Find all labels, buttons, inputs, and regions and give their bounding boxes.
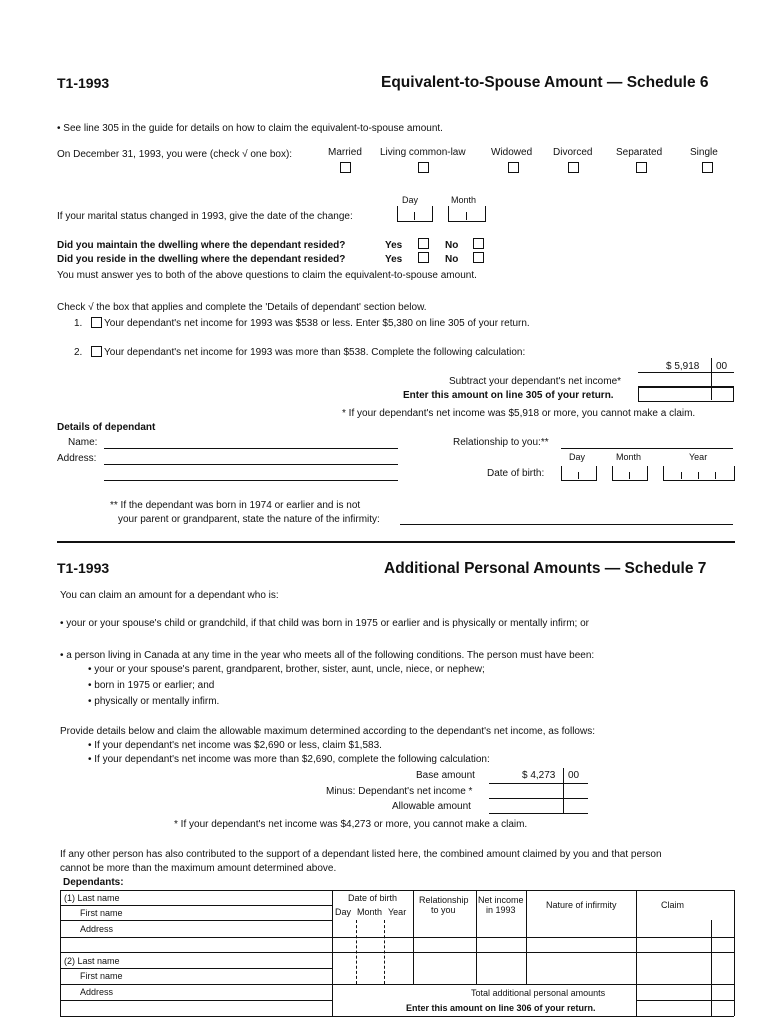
provide-details: Provide details below and claim the allowable maximum determined according to the dependant's net income, as follows:: [60, 726, 595, 737]
status-question: On December 31, 1993, you were (check √ one box):: [57, 149, 293, 160]
row2-first-name-label: First name: [80, 971, 123, 981]
schedule7-title: Additional Personal Amounts — Schedule 7: [384, 560, 707, 577]
schedule6-title: Equivalent-to-Spouse Amount — Schedule 6: [381, 74, 709, 91]
status-label-married: Married: [328, 147, 362, 158]
dependant-name-field[interactable]: [104, 448, 398, 449]
must-answer-note: You must answer yes to both of the above questions to claim the equivalent-to-spouse amount.: [57, 270, 477, 281]
schedule6-note: • See line 305 in the guide for details on how to claim the equivalent-to-spouse amount.: [57, 123, 443, 134]
allowable-amount-label: Allowable amount: [392, 801, 471, 812]
dependant-address-field-2[interactable]: [104, 480, 398, 481]
dob-month-field[interactable]: [612, 466, 648, 481]
row2-address-label: Address: [80, 987, 114, 997]
relationship-label: Relationship to you:**: [453, 437, 549, 448]
q1-yes-checkbox[interactable]: [418, 238, 429, 249]
dob-day-label: Day: [569, 452, 586, 462]
separated-checkbox[interactable]: [636, 162, 647, 173]
common-law-checkbox[interactable]: [418, 162, 429, 173]
schedule6-form-id: T1-1993: [57, 75, 110, 91]
sub-bullet-infirm: • physically or mentally infirm.: [88, 696, 220, 707]
status-label-separated: Separated: [616, 147, 663, 158]
option2-number: 2.: [74, 347, 83, 358]
s7-net-income-field[interactable]: [489, 798, 588, 799]
q2-no-label: No: [445, 254, 459, 265]
infirmity-note-2: your parent or grandparent, state the nature of the infirmity:: [118, 514, 380, 525]
option1-text: Your dependant's net income for 1993 was $538 or less. Enter $5,380 on line 305 of your return.: [104, 318, 530, 329]
minus-net-income-label: Minus: Dependant's net income *: [326, 786, 473, 797]
col-month: Month: [357, 907, 383, 917]
other-person-note-2: cannot be more than the maximum amount determined above.: [60, 863, 337, 874]
schedule7-footnote: * If your dependant's net income was $4,273 or more, you cannot make a claim.: [174, 819, 528, 830]
total-claim-field[interactable]: [637, 985, 711, 1015]
s7-base-cents: 00: [568, 770, 580, 781]
name-label: Name:: [68, 437, 98, 448]
dependants-heading: Dependants:: [63, 877, 124, 888]
total-additional-label: Total additional personal amounts: [471, 988, 606, 998]
col-net-income-2: in 1993: [486, 905, 516, 915]
row1-first-name-label: First name: [80, 908, 123, 918]
dob-year-field[interactable]: [663, 466, 735, 481]
change-month-field[interactable]: [448, 206, 486, 222]
schedule6-footnote: * If your dependant's net income was $5,918 or more, you cannot make a claim.: [342, 408, 696, 419]
address-label: Address:: [57, 453, 97, 464]
col-claim: Claim: [661, 900, 685, 910]
single-checkbox[interactable]: [702, 162, 713, 173]
section-divider: [57, 541, 735, 543]
marital-change-label: If your marital status changed in 1993, give the date of the change:: [57, 211, 353, 222]
col-nature-of-infirmity: Nature of infirmity: [546, 900, 617, 910]
married-checkbox[interactable]: [340, 162, 351, 173]
income-bullet-high: • If your dependant's net income was more than $2,690, complete the following calculation:: [88, 754, 490, 765]
dependant-address-field-1[interactable]: [104, 464, 398, 465]
change-day-field[interactable]: [397, 206, 433, 222]
option2-checkbox[interactable]: [91, 346, 102, 357]
income-bullet-low: • If your dependant's net income was $2,690 or less, claim $1,583.: [88, 740, 382, 751]
q1-yes-label: Yes: [385, 240, 403, 251]
col-year: Year: [388, 907, 407, 917]
infirmity-field[interactable]: [400, 524, 733, 525]
status-label-widowed: Widowed: [491, 147, 533, 158]
row2-last-name-label: (2) Last name: [64, 956, 120, 966]
sub-bullet-relative: • your or your spouse's parent, grandparent, brother, sister, aunt, uncle, niece, or nephew;: [88, 664, 485, 675]
q2-yes-checkbox[interactable]: [418, 252, 429, 263]
dob-label: Date of birth:: [487, 468, 545, 479]
q1-no-checkbox[interactable]: [473, 238, 484, 249]
s7-base-dollars: $ 4,273: [522, 770, 556, 781]
change-day-label: Day: [402, 195, 419, 205]
question-maintain-dwelling: Did you maintain the dwelling where the dependant resided?: [57, 240, 346, 251]
q1-no-label: No: [445, 240, 459, 251]
option1-number: 1.: [74, 318, 83, 329]
col-net-income: Net income: [478, 895, 524, 905]
other-person-note-1: If any other person has also contributed to the support of a dependant listed here, the combined amount claimed by you and that person: [60, 849, 662, 860]
status-label-common-law: Living common-law: [380, 147, 466, 158]
col-relationship-2: to you: [431, 905, 456, 915]
option2-text: Your dependant's net income for 1993 was more than $538. Complete the following calculation:: [104, 347, 526, 358]
subtract-net-income-label: Subtract your dependant's net income*: [449, 376, 622, 387]
enter-line-305-label: Enter this amount on line 305 of your return.: [403, 390, 614, 401]
col-relationship: Relationship: [419, 895, 469, 905]
schedule7-intro: You can claim an amount for a dependant who is:: [60, 590, 279, 601]
q2-no-checkbox[interactable]: [473, 252, 484, 263]
row1-address-label: Address: [80, 924, 114, 934]
widowed-checkbox[interactable]: [508, 162, 519, 173]
base-amount-dollars: $ 5,918: [666, 361, 700, 372]
base-amount-cents: 00: [716, 361, 728, 372]
col-day: Day: [335, 907, 352, 917]
dob-month-label: Month: [616, 452, 642, 462]
details-heading: Details of dependant: [57, 422, 156, 433]
divorced-checkbox[interactable]: [568, 162, 579, 173]
infirmity-note-1: ** If the dependant was born in 1974 or earlier and is not: [110, 500, 361, 511]
change-month-label: Month: [451, 195, 477, 205]
schedule7-bullet-1: • your or your spouse's child or grandchild, if that child was born in 1975 or earlier and is physically or mentally infirm; or: [60, 618, 589, 629]
enter-line-306-label: Enter this amount on line 306 of your return.: [406, 1003, 596, 1013]
question-reside-dwelling: Did you reside in the dwelling where the dependant resided?: [57, 254, 346, 265]
line-305-amount-field[interactable]: [638, 387, 734, 402]
relationship-field[interactable]: [561, 448, 733, 449]
dob-day-field[interactable]: [561, 466, 597, 481]
q2-yes-label: Yes: [385, 254, 403, 265]
option1-checkbox[interactable]: [91, 317, 102, 328]
row1-last-name-label: (1) Last name: [64, 893, 120, 903]
s7-allowable-field[interactable]: [489, 813, 588, 814]
dob-year-label: Year: [689, 452, 708, 462]
schedule7-form-id: T1-1993: [57, 560, 110, 576]
check-instruction: Check √ the box that applies and complete the 'Details of dependant' section below.: [57, 302, 427, 313]
status-label-divorced: Divorced: [553, 147, 593, 158]
status-label-single: Single: [690, 147, 718, 158]
base-amount-label: Base amount: [416, 770, 475, 781]
schedule7-bullet-2: • a person living in Canada at any time in the year who meets all of the following conditions. The person must have been:: [60, 650, 595, 661]
col-date-of-birth: Date of birth: [348, 893, 398, 903]
sub-bullet-born: • born in 1975 or earlier; and: [88, 680, 215, 691]
